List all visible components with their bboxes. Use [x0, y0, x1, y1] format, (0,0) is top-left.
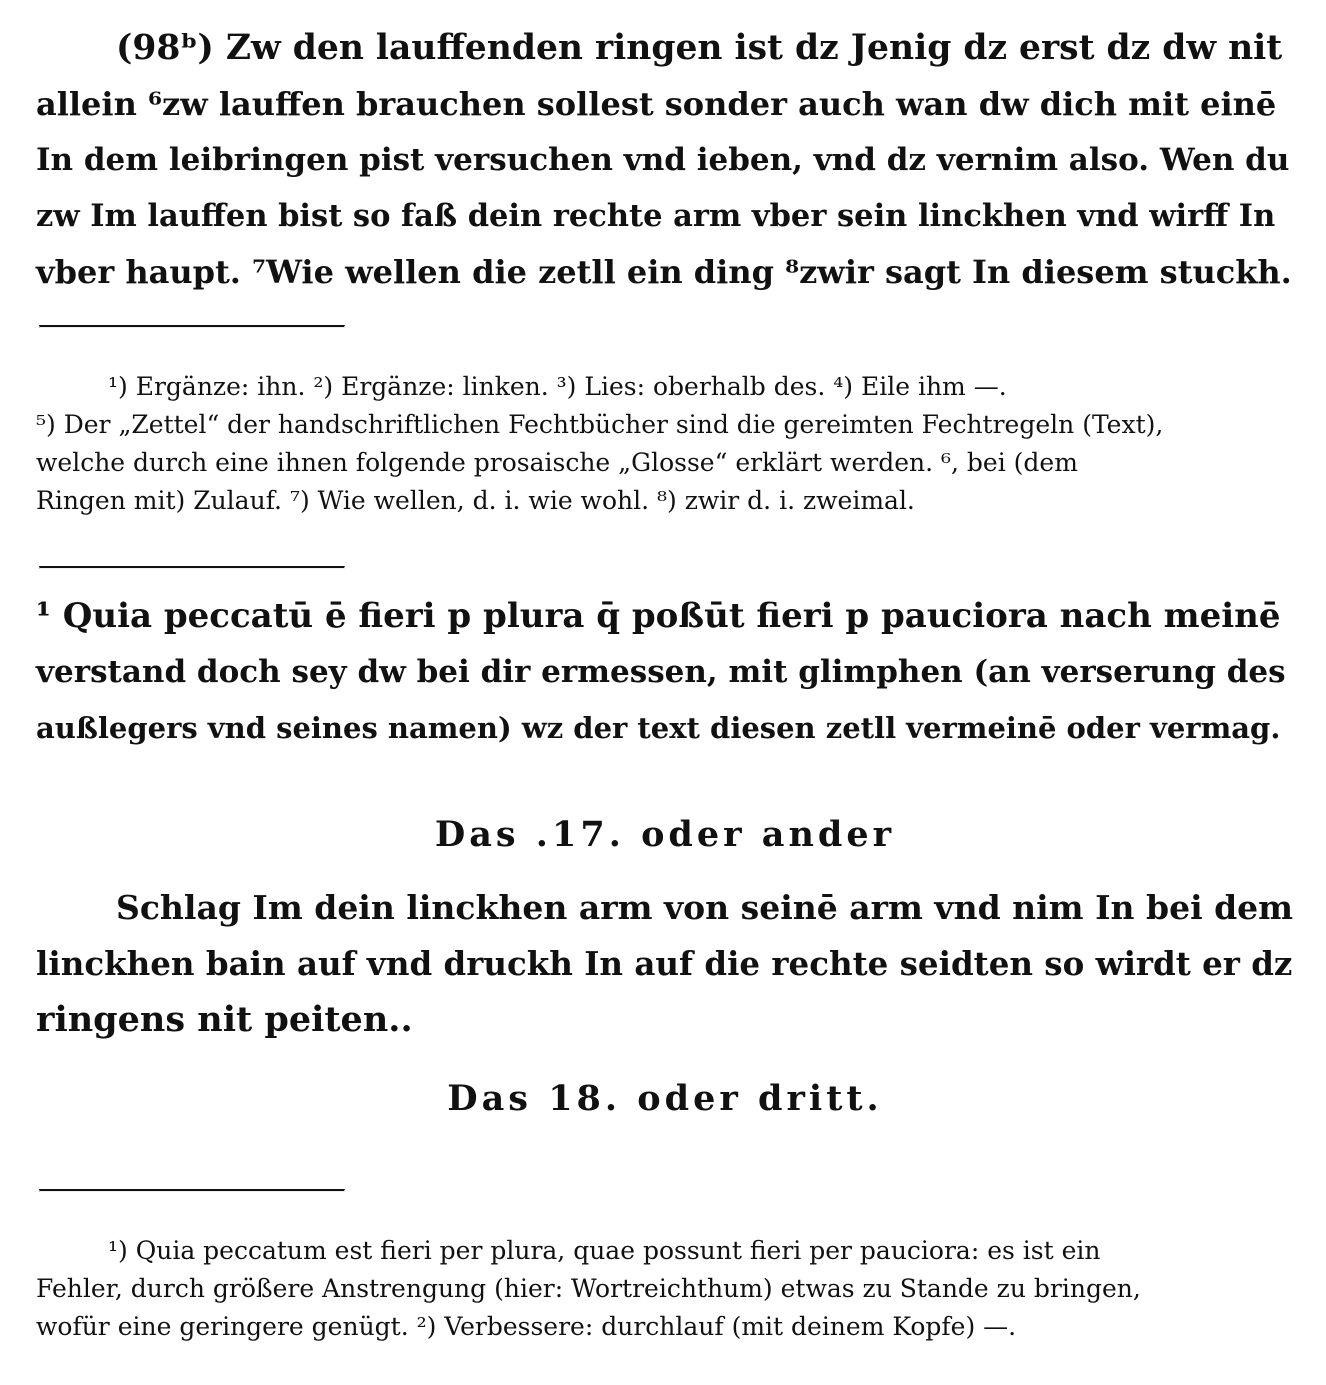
- paragraph-3: [36, 880, 1294, 1048]
- footnote-line: ¹) Quia peccatum est fieri per plura, quae possunt fieri per pauciora: es ist ein: [108, 1236, 1101, 1265]
- text-line: Schlag Im dein linckhen arm von seinē arm vnd nim In bei dem: [116, 888, 1294, 927]
- text-line: ¹ Quia peccatū ē fieri p plura q̄ poßūt fieri p pauciora nach meinē: [36, 596, 1281, 636]
- text-line: allein ⁶zw lauffen brauchen sollest sonder auch wan dw dich mit einē: [36, 85, 1277, 123]
- footnote-separator: [39, 1189, 345, 1192]
- text-line: In dem leibringen pist versuchen vnd ieben, vnd dz vernim also. Wen du: [36, 142, 1290, 178]
- section-heading-17: Das .17. oder ander: [434, 814, 896, 855]
- footnote-line: ⁵) Der „Zettel“ der handschriftlichen Fechtbücher sind die gereimten Fechtregeln (Text),: [36, 410, 1164, 439]
- text-line: zw Im lauffen bist so faß dein rechte arm vber sein linckhen vnd wirff In: [36, 198, 1276, 234]
- paragraph-2: [36, 588, 1294, 756]
- footnotes-2: [36, 1232, 1294, 1346]
- footnote-line: wofür eine geringere genügt. ²) Verbessere: durchlauf (mit deinem Kopfe) —.: [36, 1312, 1017, 1341]
- footnote-line: welche durch eine ihnen folgende prosaische „Glosse“ erklärt werden. ⁶, bei (dem: [36, 448, 1078, 477]
- text-line: (98ᵇ) Zw den lauffenden ringen ist dz Jenig dz erst dz dw nit: [116, 28, 1283, 68]
- text-line: außlegers vnd seines namen) wz der text diesen zetll vermeinē oder vermag.: [36, 711, 1281, 745]
- footnote-line: Fehler, durch größere Anstrengung (hier: Wortreichthum) etwas zu Stande zu bringen,: [36, 1274, 1141, 1303]
- text-line: ringens nit peiten..: [36, 999, 413, 1040]
- footnote-line: Ringen mit) Zulauf. ⁷) Wie wellen, d. i. wie wohl. ⁸) zwir d. i. zweimal.: [36, 486, 915, 515]
- section-heading-18: Das 18. oder dritt.: [447, 1078, 883, 1119]
- text-line: verstand doch sey dw bei dir ermessen, mit glimphen (an verserung des: [36, 654, 1286, 690]
- footnote-line: ¹) Ergänze: ihn. ²) Ergänze: linken. ³) Lies: oberhalb des. ⁴) Eile ihm —.: [108, 372, 1007, 401]
- footnote-separator: [39, 566, 345, 569]
- paragraph-1: [36, 20, 1294, 300]
- footnotes-1: [36, 368, 1294, 520]
- text-line: vber haupt. ⁷Wie wellen die zetll ein ding ⁸zwir sagt In diesem stuckh.: [36, 253, 1292, 291]
- text-line: linckhen bain auf vnd druckh In auf die rechte seidten so wirdt er dz: [36, 944, 1293, 983]
- footnote-separator: [39, 325, 345, 328]
